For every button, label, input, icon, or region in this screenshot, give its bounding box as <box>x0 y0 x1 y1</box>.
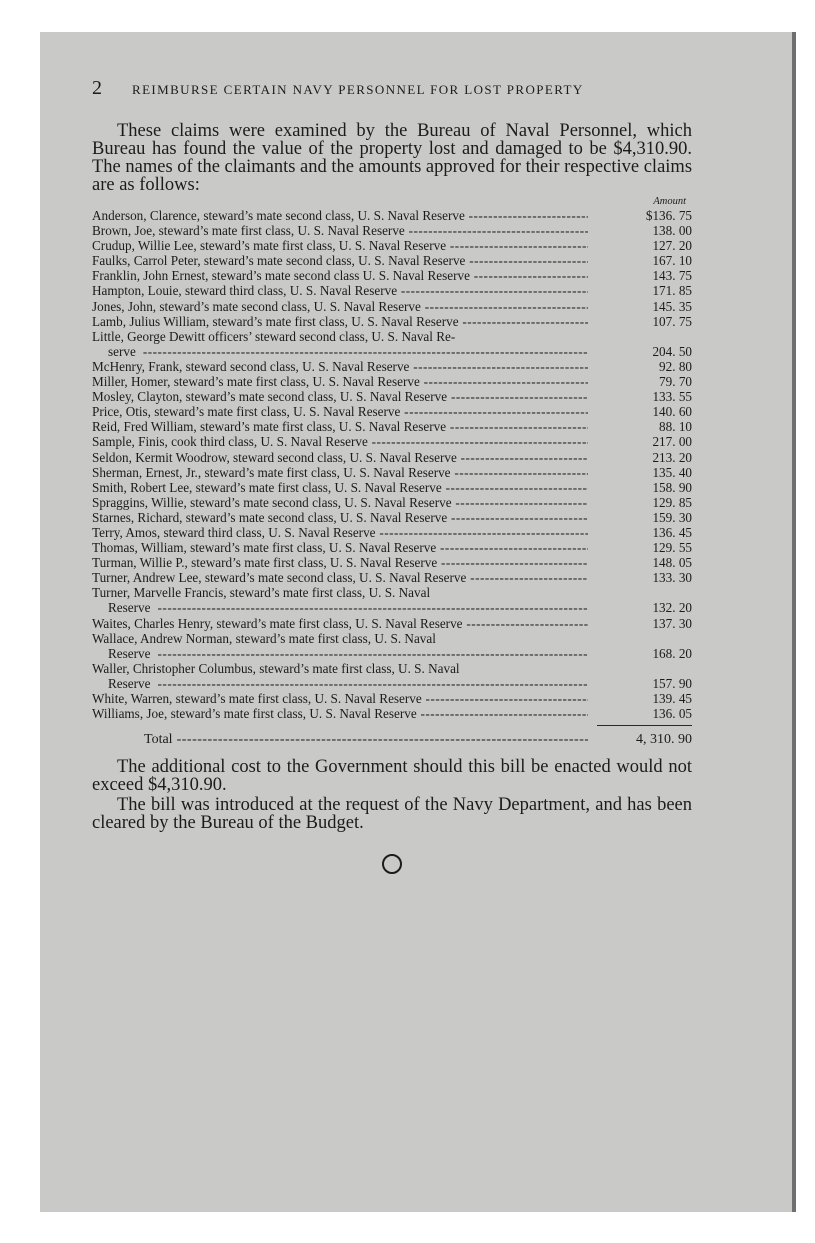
total-amount: 4, 310. 90 <box>636 732 692 748</box>
claimant-name-continuation: Reserve <box>108 675 151 691</box>
claim-row <box>92 389 692 404</box>
claim-amount: 159. 30 <box>652 509 692 525</box>
claimant-name <box>92 555 588 570</box>
claim-amount: 88. 10 <box>659 419 692 435</box>
claim-amount: 133. 55 <box>652 389 692 405</box>
total-rule <box>597 725 692 726</box>
claim-row <box>92 299 692 314</box>
claimant-name <box>92 661 588 691</box>
claim-row <box>92 404 692 419</box>
claim-amount: 136. 45 <box>652 524 692 540</box>
claim-row <box>92 631 692 661</box>
claimant-name-line: Terry, Amos, steward third class, U. S. Naval Reserve <box>92 524 376 540</box>
claim-amount: 143. 75 <box>652 268 692 284</box>
claimant-name <box>92 314 588 329</box>
claimant-name-line: Smith, Robert Lee, steward’s mate first class, U. S. Naval Reserve <box>92 479 442 495</box>
claim-row <box>92 283 692 298</box>
claim-row <box>92 706 692 721</box>
claimant-name <box>92 223 588 238</box>
claim-row <box>92 540 692 555</box>
claim-amount: 148. 05 <box>652 555 692 571</box>
claimant-name <box>92 359 588 374</box>
claimant-name-line: Thomas, William, steward’s mate first class, U. S. Naval Reserve <box>92 540 437 556</box>
page-edge-shadow <box>792 32 796 1212</box>
claim-amount: 135. 40 <box>652 464 692 480</box>
claimant-name-line: McHenry, Frank, steward second class, U. S. Naval Reserve <box>92 358 410 374</box>
claim-row <box>92 253 692 268</box>
total-label: Total ----- <box>144 730 588 750</box>
claim-amount: 167. 10 <box>652 253 692 269</box>
claimant-name <box>92 510 588 525</box>
claimant-name <box>92 480 588 495</box>
claim-amount: 145. 35 <box>652 298 692 314</box>
claim-row <box>92 359 692 374</box>
claimant-name-line: Little, George Dewitt officers’ steward second class, U. S. Naval Re- <box>92 328 456 344</box>
claim-amount: 129. 55 <box>652 540 692 556</box>
claim-row <box>92 691 692 706</box>
claimant-name-line: Sample, Finis, cook third class, U. S. Naval Reserve <box>92 434 368 450</box>
claim-row <box>92 238 692 253</box>
claimant-name-line: Anderson, Clarence, steward’s mate second class, U. S. Naval Reserve <box>92 208 465 223</box>
running-title: REIMBURSE CERTAIN NAVY PERSONNEL FOR LOST PROPERTY <box>132 82 584 97</box>
claim-amount: 92. 80 <box>659 358 692 374</box>
claim-amount: 127. 20 <box>652 238 692 254</box>
claimant-name <box>92 283 588 298</box>
claimant-name-line: Waller, Christopher Columbus, steward’s mate first class, U. S. Naval <box>92 660 460 676</box>
claim-row <box>92 480 692 495</box>
claim-row <box>92 374 692 389</box>
claimant-name-line: Franklin, John Ernest, steward’s mate second class U. S. Naval Reserve <box>92 268 470 284</box>
claimant-name-line: Price, Otis, steward’s mate first class, U. S. Naval Reserve <box>92 404 401 420</box>
claimant-name <box>92 570 588 585</box>
claimant-name <box>92 208 588 223</box>
claimant-name-line: Crudup, Willie Lee, steward’s mate first class, U. S. Naval Reserve <box>92 238 447 254</box>
claimant-name <box>92 404 588 419</box>
claim-row <box>92 419 692 434</box>
claimant-name-line: Jones, John, steward’s mate second class, U. S. Naval Reserve <box>92 298 421 314</box>
claim-amount: 107. 75 <box>652 313 692 329</box>
claimant-name <box>92 616 588 631</box>
claimant-name <box>92 329 588 359</box>
claim-amount: 137. 30 <box>652 615 692 631</box>
claim-row <box>92 465 692 480</box>
claimant-name <box>92 465 588 480</box>
claimant-name <box>92 540 588 555</box>
claim-row <box>92 208 692 223</box>
claimant-name-line: Seldon, Kermit Woodrow, steward second class, U. S. Naval Reserve <box>92 449 457 465</box>
claim-row <box>92 268 692 283</box>
running-header <box>92 78 692 102</box>
claimant-name-continuation: serve <box>108 343 136 359</box>
claim-amount: 139. 45 <box>652 691 692 706</box>
cost-paragraph: The additional cost to the Government should this bill be enacted would not exceed $4,310.90. <box>92 757 692 796</box>
claimant-name-line: Spraggins, Willie, steward’s mate second class, U. S. Naval Reserve <box>92 494 452 510</box>
claim-row <box>92 495 692 510</box>
claim-row <box>92 616 692 631</box>
claimant-name-line: Williams, Joe, steward’s mate first class, U. S. Naval Reserve <box>92 706 417 722</box>
claimant-name <box>92 525 588 540</box>
claim-amount: 168. 20 <box>652 645 692 661</box>
claim-row <box>92 585 692 615</box>
claim-amount: 204. 50 <box>652 343 692 359</box>
claimant-name <box>92 299 588 314</box>
claimant-name-line: Mosley, Clayton, steward’s mate second class, U. S. Naval Reserve <box>92 389 448 405</box>
total-row <box>92 730 692 750</box>
claimant-name <box>92 706 588 721</box>
claimant-name-continuation: Reserve <box>108 600 151 616</box>
claim-row <box>92 525 692 540</box>
claim-amount: 79. 70 <box>659 374 692 390</box>
claimant-name-line: Brown, Joe, steward’s mate first class, U. S. Naval Reserve <box>92 223 405 239</box>
claim-amount: 136. 05 <box>652 706 692 722</box>
claimant-name-line: White, Warren, steward’s mate first class, U. S. Naval Reserve <box>92 691 422 706</box>
end-circle-mark <box>382 854 402 874</box>
claimant-name-line: Starnes, Richard, steward’s mate second class, U. S. Naval Reserve <box>92 509 448 525</box>
claimant-name-line: Waites, Charles Henry, steward’s mate first class, U. S. Naval Reserve <box>92 615 463 631</box>
intro-paragraph: These claims were examined by the Bureau of Naval Personnel, which Bureau has found the value of the property lost and damaged to be $4,310.90. The names of the claimants and the amounts approved for their respective claims are as follows: <box>92 121 693 195</box>
claimant-name-line: Turman, Willie P., steward’s mate first class, U. S. Naval Reserve <box>92 555 438 571</box>
claim-amount: 129. 85 <box>652 494 692 510</box>
claimant-name <box>92 389 588 404</box>
claim-amount: 138. 00 <box>652 223 692 239</box>
amount-column-heading: Amount <box>653 196 686 207</box>
claim-row <box>92 314 692 329</box>
claimant-name <box>92 253 588 268</box>
claimant-name-line: Wallace, Andrew Norman, steward’s mate first class, U. S. Naval <box>92 630 436 646</box>
claim-amount: 158. 90 <box>652 479 692 495</box>
claim-row <box>92 510 692 525</box>
claimant-name <box>92 585 588 615</box>
claim-row <box>92 434 692 449</box>
claimant-name <box>92 238 588 253</box>
claimant-name-line: Sherman, Ernest, Jr., steward’s mate first class, U. S. Naval Reserve <box>92 464 451 480</box>
claim-row <box>92 329 692 359</box>
claimant-name-line: Lamb, Julius William, steward’s mate first class, U. S. Naval Reserve <box>92 313 459 329</box>
page-content <box>92 78 692 874</box>
claimant-name <box>92 691 588 706</box>
claimant-name-line: Miller, Homer, steward’s mate first class, U. S. Naval Reserve <box>92 374 420 390</box>
claimant-name <box>92 434 588 449</box>
claim-row <box>92 223 692 238</box>
claimant-name <box>92 374 588 389</box>
claim-amount: 133. 30 <box>652 570 692 586</box>
claim-amount: $136. 75 <box>645 208 692 223</box>
claimant-name-line: Turner, Andrew Lee, steward’s mate second class, U. S. Naval Reserve <box>92 570 467 586</box>
claim-row <box>92 661 692 691</box>
claimant-name-line: Hampton, Louie, steward third class, U. S. Naval Reserve <box>92 283 398 299</box>
page-number: 2 <box>92 77 102 99</box>
claim-row <box>92 570 692 585</box>
claim-amount: 171. 85 <box>652 283 692 299</box>
claim-row <box>92 450 692 465</box>
claimant-name-line: Turner, Marvelle Francis, steward’s mate first class, U. S. Naval <box>92 585 431 601</box>
claims-list <box>92 208 692 721</box>
claim-row <box>92 555 692 570</box>
claimant-name <box>92 495 588 510</box>
claim-amount: 157. 90 <box>652 675 692 691</box>
claimant-name-line: Reid, Fred William, steward’s mate first class, U. S. Naval Reserve <box>92 419 447 435</box>
claimant-name <box>92 419 588 434</box>
introduction-paragraph: The bill was introduced at the request of the Navy Department, and has been cleared by the Bureau of the Budget. <box>92 795 692 834</box>
claimant-name-continuation: Reserve <box>108 645 151 661</box>
claim-amount: 140. 60 <box>652 404 692 420</box>
claim-amount: 213. 20 <box>652 449 692 465</box>
claim-amount: 217. 00 <box>652 434 692 450</box>
claimant-name <box>92 450 588 465</box>
claimant-name <box>92 631 588 661</box>
claim-amount: 132. 20 <box>652 600 692 616</box>
claimant-name-line: Faulks, Carrol Peter, steward’s mate second class, U. S. Naval Reserve <box>92 253 466 269</box>
claimant-name <box>92 268 588 283</box>
